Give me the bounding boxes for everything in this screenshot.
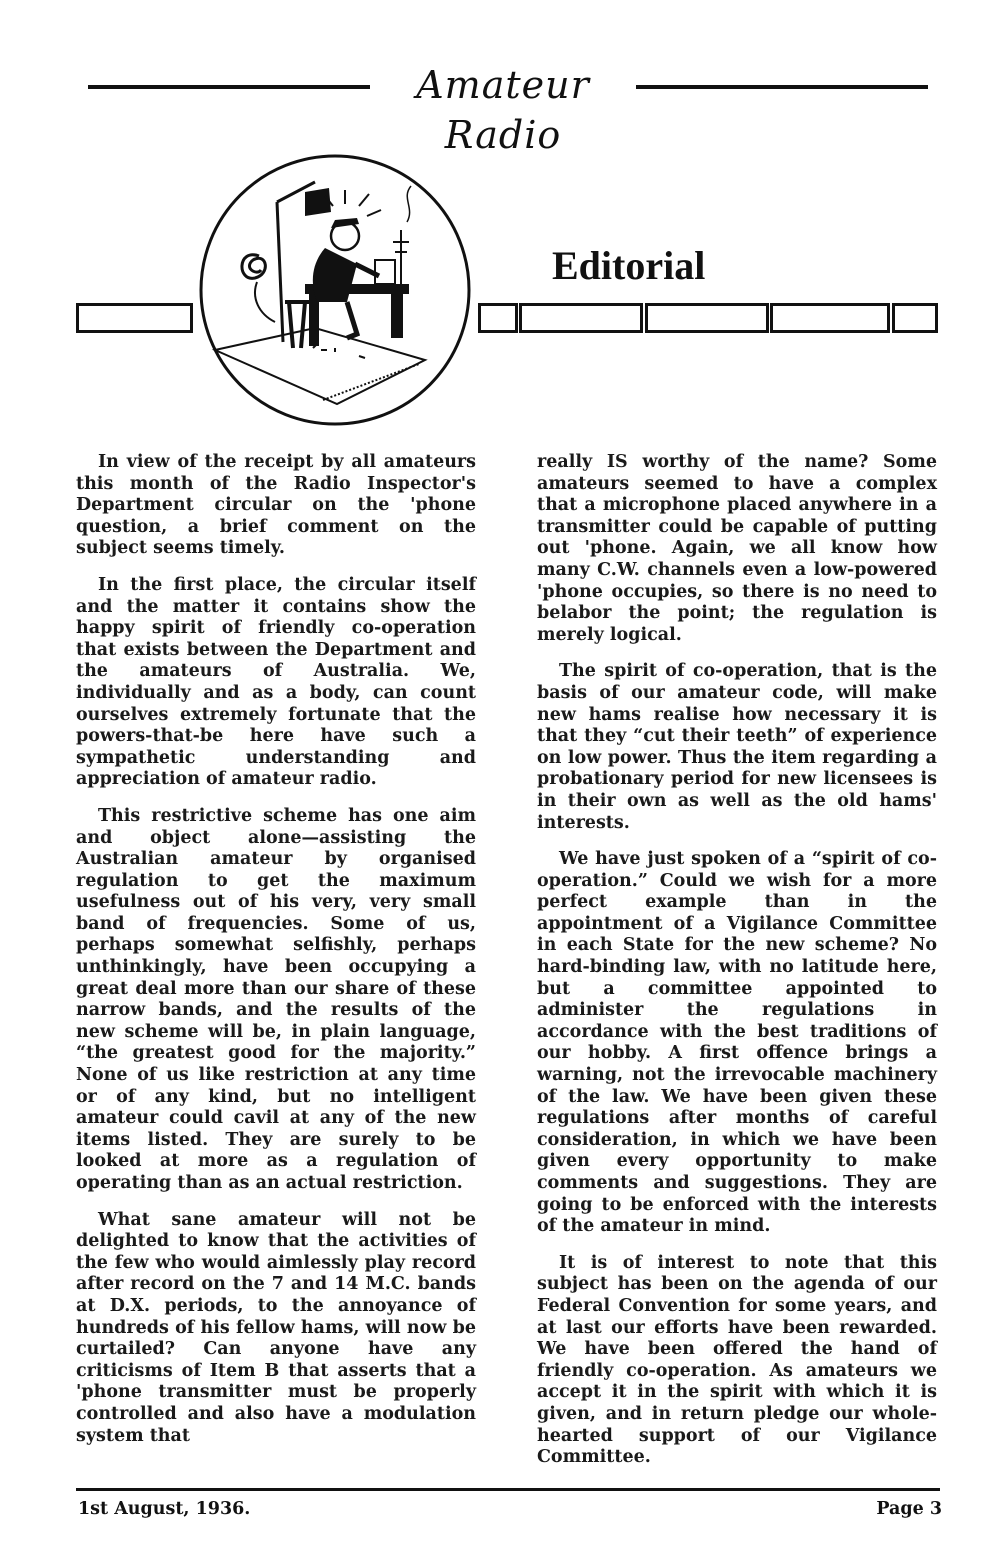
page-number: Page 3	[876, 1499, 942, 1519]
masthead-rule-left	[88, 85, 370, 89]
paragraph: In view of the receipt by all amateurs this month of the Radio Inspector's Department circular on the 'phone question, a brief comment on the subject seems timely.	[76, 452, 476, 559]
paragraph: really IS worthy of the name? Some amateurs seemed to have a complex that a microphone placed anywhere in a transmitter could be capable of putting out 'phone. Again, we all know how many C.W. channels even a low-powered 'phone occupies, so there is no need to belabor the point; the regulation is merely logical.	[537, 452, 937, 645]
radio-operator-illustration	[197, 152, 473, 428]
paragraph: The spirit of co-operation, that is the basis of our amateur code, will make new hams realise how necessary it is that they “cut their teeth” of experience on low power. Thus the item regarding a probationary period for new licensees is in their own as well as the old hams' interests.	[537, 661, 937, 833]
decorative-box-left	[76, 303, 193, 333]
footer-rule	[76, 1488, 940, 1491]
section-title: Editorial	[552, 243, 706, 288]
paragraph: What sane amateur will not be delighted to know that the activities of the few who would aimlessly play record after record on the 7 and 14 M.C. bands at D.X. periods, to the annoyance of hundreds of his fellow hams, will now be curtailed? Can anyone have any criticisms of Item B that asserts that a 'phone transmitter must be properly controlled and also have a modulation system that	[76, 1209, 476, 1446]
issue-date: 1st August, 1936.	[78, 1499, 251, 1519]
masthead-title: Amateur Radio	[416, 63, 590, 157]
paragraph: It is of interest to note that this subject has been on the agenda of our Federal Convention for some years, and at last our efforts have been rewarded. We have been offered the hand of friendly co-operation. As amateurs we accept it in the spirit with which it is given, and in return pledge our whole-hearted support of our Vigilance Committee.	[537, 1252, 937, 1468]
decorative-box-5	[892, 303, 938, 333]
paragraph: In the first place, the circular itself and the matter it contains show the happy spirit of friendly co-operation that exists between the Department and the amateurs of Australia. We, individually and as a body, can count ourselves extremely fortunate that the powers-that-be here have such a sympathetic understanding and appreciation of amateur radio.	[76, 574, 476, 790]
decorative-box-4	[770, 303, 890, 333]
paragraph: We have just spoken of a “spirit of co-operation.” Could we wish for a more perfect example than in the appointment of a Vigilance Committee in each State for the new scheme? No hard-binding law, with no latitude here, but a committee appointed to administer the regulations in accordance with the best traditions of our hobby. A first offence brings a warning, not the irrevocable machinery of the law. We have been given these regulations after months of careful consideration, in which we have been given every opportunity to make comments and suggestions. They are going to be enforced with the interests of the amateur in mind.	[537, 849, 937, 1237]
right-column	[537, 452, 937, 1484]
masthead-rule-right	[636, 85, 928, 89]
decorative-box-3	[645, 303, 769, 333]
masthead	[88, 60, 928, 157]
left-column	[76, 452, 476, 1462]
decorative-box-2	[519, 303, 643, 333]
paragraph: This restrictive scheme has one aim and object alone—assisting the Australian amateur by organised regulation to get the maximum usefulness out of his very, very small band of frequencies. Some of us, perhaps somewhat selfishly, perhaps unthinkingly, have been occupying a great deal more than our share of these narrow bands, and the results of the new scheme will be, in plain language, “the greatest good for the majority.” None of us like restriction at any time or of any kind, but no intelligent amateur could cavil at any of the new items listed. They are surely to be looked at more as a regulation of operating than as an actual restriction.	[76, 805, 476, 1193]
decorative-box-1	[478, 303, 518, 333]
